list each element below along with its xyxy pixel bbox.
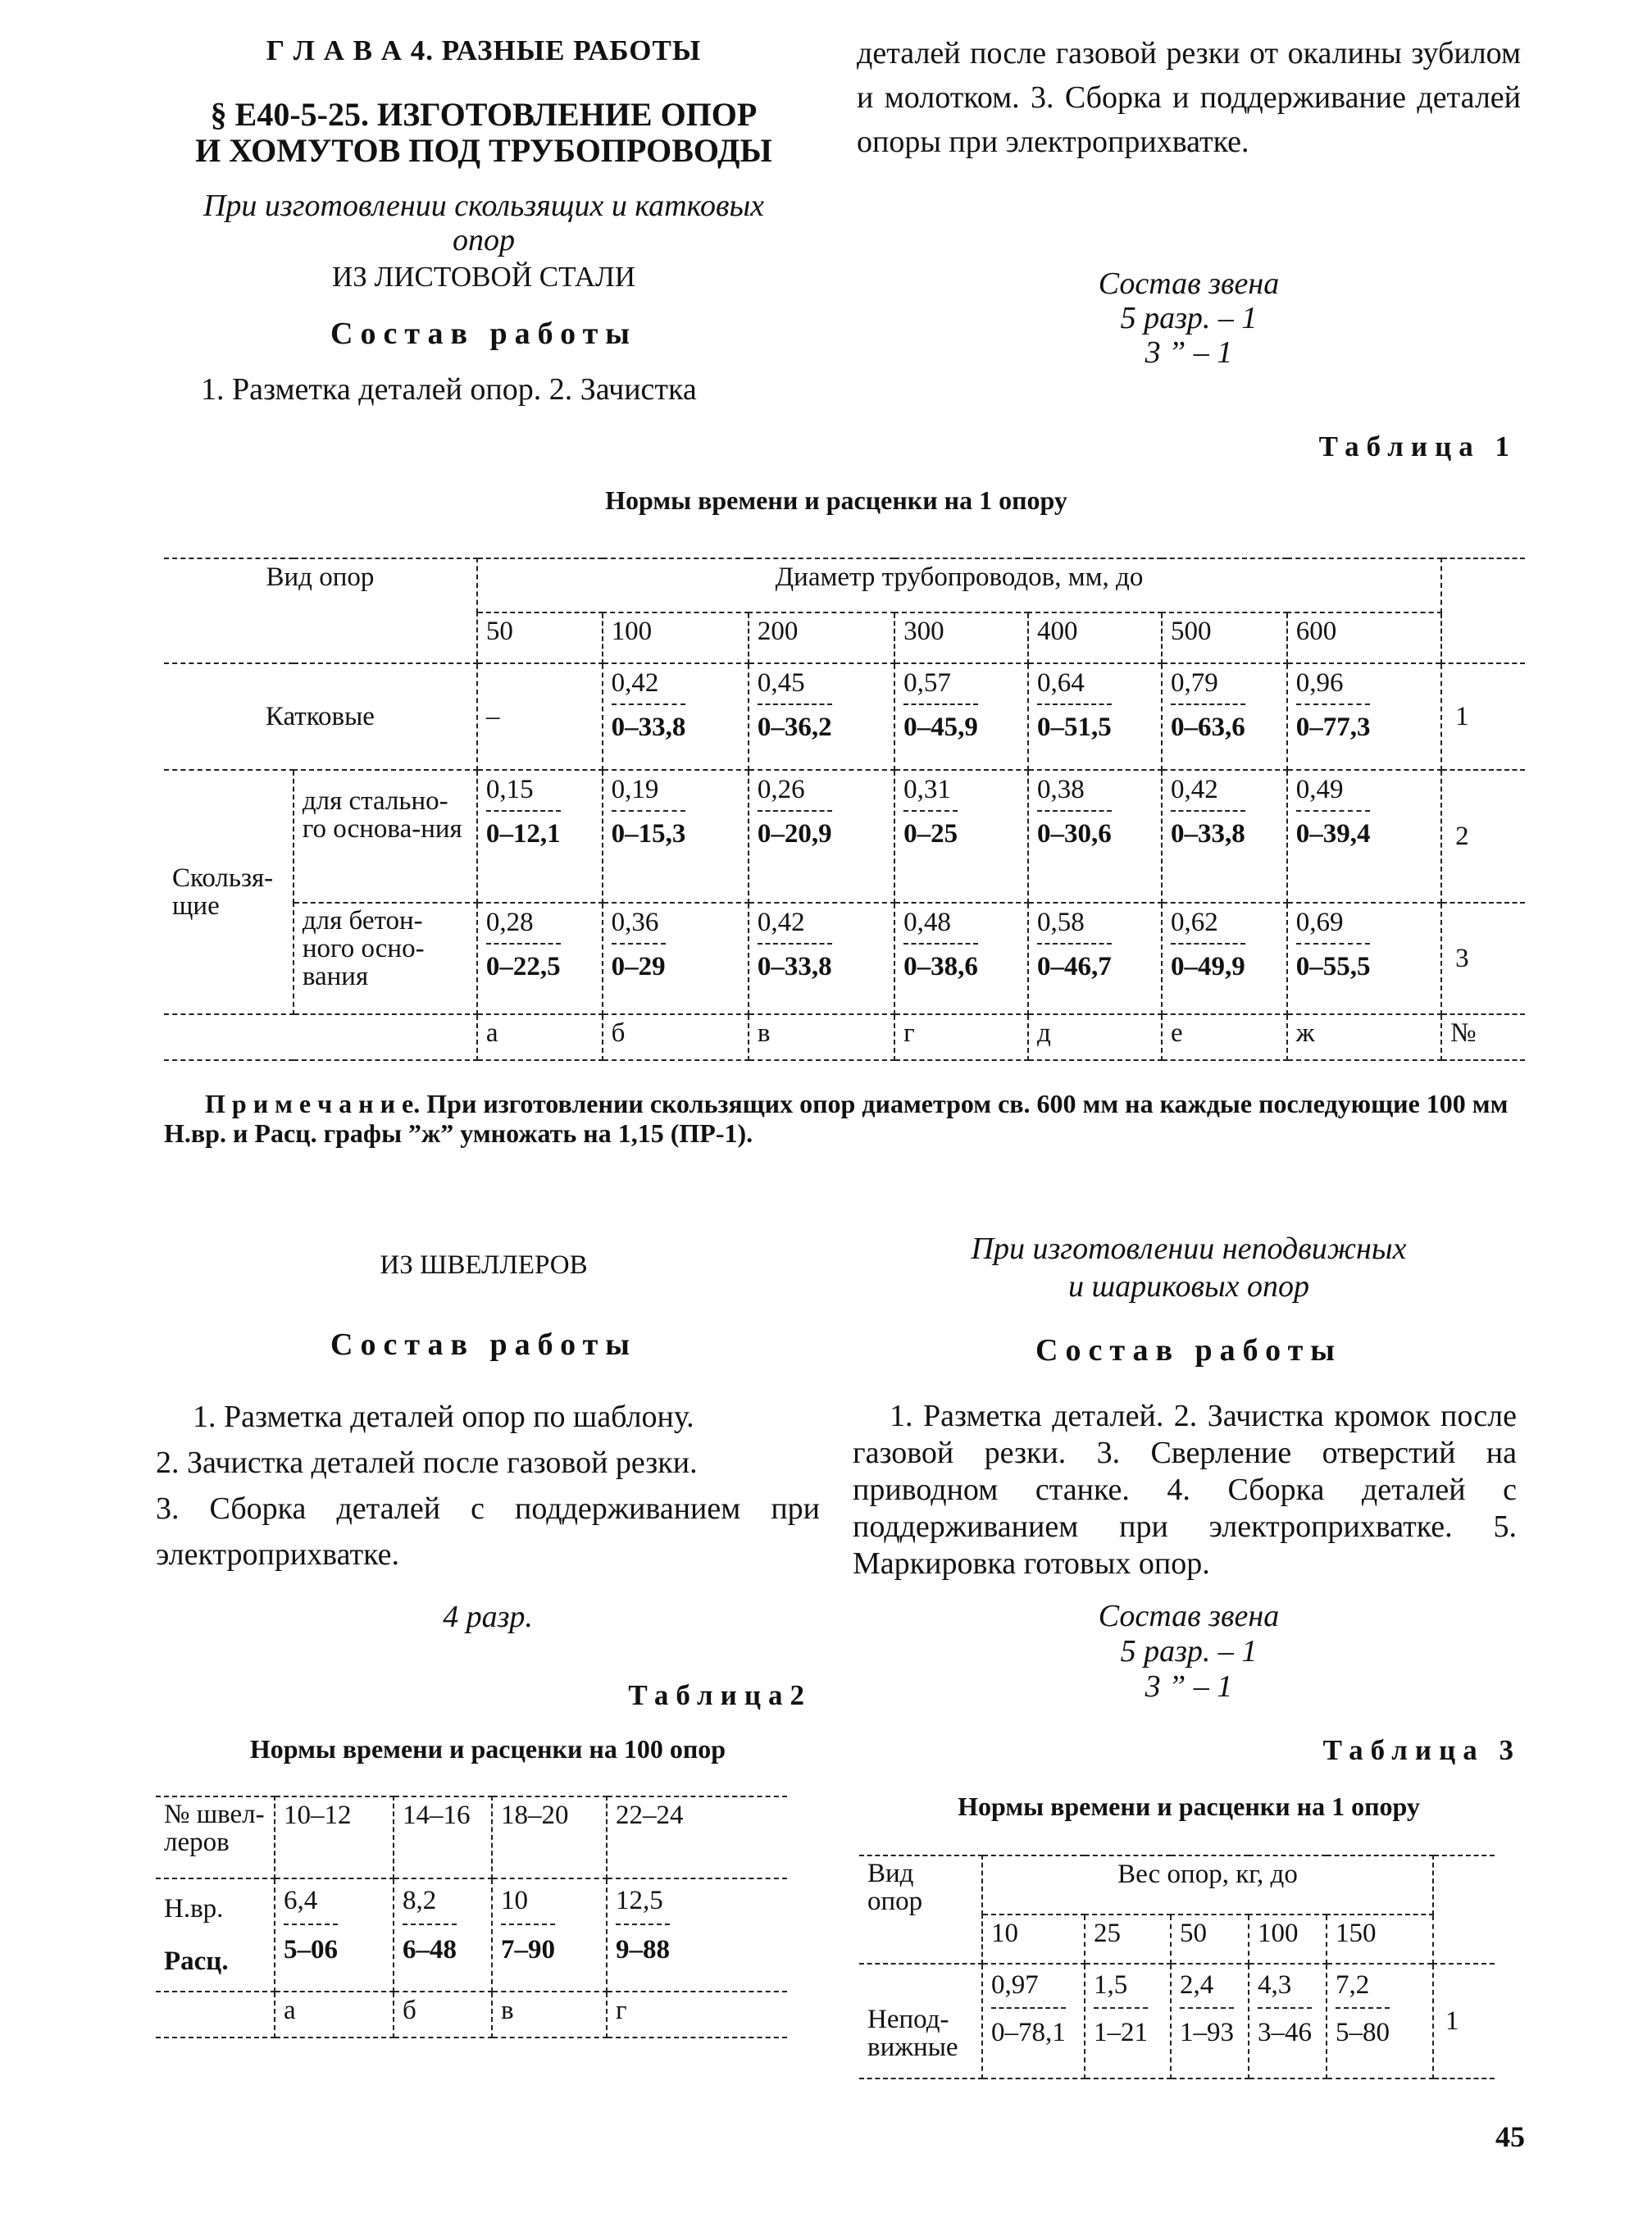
table3-weight: 10 — [982, 1915, 1085, 1964]
table1-row-label: для стально-го основа-ния — [294, 770, 477, 903]
crew-title: Состав звена — [1098, 1599, 1280, 1633]
crew-line1: 5 разр. – 1 — [1120, 1634, 1258, 1669]
part3-work-heading: Состав работы — [1035, 1333, 1342, 1368]
table1-cell: $\frac{0,58}{0-46,7}$ — [1028, 903, 1162, 1014]
table2-letter: г — [607, 1992, 787, 2037]
section-title — [148, 97, 820, 169]
part2-item: 3. Сборка деталей с поддерживанием при электроприхватке. — [156, 1491, 820, 1572]
table1-note — [164, 1089, 1525, 1148]
table1-cell: $\frac{0,69}{0-55,5}$ — [1287, 903, 1441, 1014]
table1-cell: $\frac{0,57}{0-45,9}$ — [894, 663, 1028, 770]
table3-weight: 150 — [1327, 1915, 1433, 1964]
crew-line1: 5 разр. – 1 — [1120, 301, 1258, 335]
table1-header-type: Вид опор — [164, 558, 477, 663]
table1-letter: д — [1028, 1014, 1162, 1060]
part1-subtitle-line1: При изготовлении скользящих и катковых — [203, 189, 765, 223]
table1-letter: ж — [1287, 1014, 1441, 1060]
table1-letter: е — [1162, 1014, 1287, 1060]
part3-crew — [1017, 1599, 1361, 1705]
table2-row-labels — [156, 1878, 275, 1992]
table1-diameter: 50 — [477, 612, 603, 663]
table1-cell: $\frac{0,79}{0-63,6}$ — [1162, 663, 1287, 770]
table1-letter: а — [477, 1014, 603, 1060]
table1-cell: $\frac{0,62}{0-49,9}$ — [1162, 903, 1287, 1014]
table1-caption: Нормы времени и расценки на 1 опору — [605, 485, 1067, 515]
table1-row-num: 3 — [1441, 903, 1525, 1014]
page-number: 45 — [1495, 2120, 1525, 2153]
table3-cell: $\frac{1,5}{1-21}$ — [1085, 1964, 1171, 2078]
table2-header-label: № швел-леров — [156, 1796, 275, 1878]
table1-letter-blank — [164, 1014, 477, 1060]
table1-cell: $\frac{0,19}{0-15,3}$ — [603, 770, 749, 903]
table1-cell: $\frac{0,38}{0-30,6}$ — [1028, 770, 1162, 903]
section-title-line2: И ХОМУТОВ ПОД ТРУБОПРОВОДЫ — [195, 132, 772, 169]
table3-weight: 25 — [1085, 1915, 1171, 1964]
table2-range: 10–12 — [275, 1796, 394, 1878]
part2-work-list — [156, 1394, 820, 1578]
note-lead: П р и м е ч а н и е. — [205, 1089, 421, 1118]
table1-cell: $\frac{0,15}{0-12,1}$ — [477, 770, 603, 903]
table2-label: Таблица2 — [628, 1679, 812, 1711]
part1-subtitle-line2: опор — [453, 223, 515, 257]
table1-cell: $\frac{0,48}{0-38,6}$ — [894, 903, 1028, 1014]
table1-cell: $\frac{0,42}{0-33,8}$ — [603, 663, 749, 770]
table2-rasc-label: Расц. — [164, 1946, 229, 1976]
part2-title: ИЗ ШВЕЛЛЕРОВ — [380, 1250, 588, 1280]
part3-subtitle-line2: и шариковых опор — [1067, 1269, 1310, 1304]
table1-cell: – — [477, 663, 603, 770]
table2-caption: Нормы времени и расценки на 100 опор — [249, 1734, 726, 1764]
table3-weight: 100 — [1249, 1915, 1327, 1964]
table2-letter-blank — [156, 1992, 275, 2037]
table2-cell: $\frac{10}{7-90}$ — [492, 1878, 607, 1992]
table3-cell: $\frac{0,97}{0-78,1}$ — [982, 1964, 1085, 2078]
crew-line2: 3 ” – 1 — [1145, 1669, 1233, 1704]
table3-caption: Нормы времени и расценки на 1 опору — [958, 1792, 1420, 1821]
table2-cell: $\frac{12,5}{9-88}$ — [607, 1878, 787, 1992]
table1-diameter: 600 — [1287, 612, 1441, 663]
table1-cell: $\frac{0,42}{0-33,8}$ — [1162, 770, 1287, 903]
table2-nvr-label: Н.вр. — [164, 1894, 224, 1924]
table3-header-blank — [1433, 1855, 1495, 1964]
table3-label: Таблица 3 — [1322, 1734, 1521, 1766]
part1-work-text-right: деталей после газовой резки от окалины зубилом и молотком. 3. Сборка и поддерживание деталей опоры при электроприхватке. — [857, 36, 1521, 159]
table1-cell: $\frac{0,64}{0-51,5}$ — [1028, 663, 1162, 770]
part1-work-heading: Состав работы — [330, 316, 637, 351]
table3-weight: 50 — [1171, 1915, 1249, 1964]
table1-diameter: 300 — [894, 612, 1028, 663]
table1-letter: б — [603, 1014, 749, 1060]
table2 — [156, 1796, 787, 2038]
table3-cell: $\frac{4,3}{3-46}$ — [1249, 1964, 1327, 2078]
table2-cell: $\frac{6,4}{5-06}$ — [275, 1878, 394, 1992]
table2-range: 18–20 — [492, 1796, 607, 1878]
part3-subtitle-line1: При изготовлении неподвижных — [971, 1232, 1407, 1266]
table1 — [164, 558, 1525, 1061]
table1-row-num: 2 — [1441, 770, 1525, 903]
table2-letter: а — [275, 1992, 394, 2037]
part1-crew — [1017, 266, 1361, 370]
part3-work-text: 1. Разметка деталей. 2. Зачистка кромок после газовой резки. 3. Сверление отверстий на приводном станке. 4. Сборка деталей с поддерживанием при электроприхватке. 5. Маркировка готовых опор. — [853, 1399, 1517, 1581]
table1-cell: $\frac{0,96}{0-77,3}$ — [1287, 663, 1441, 770]
part1-subtitle — [148, 189, 820, 257]
table2-cell: $\frac{8,2}{6-48}$ — [394, 1878, 492, 1992]
table3-cell: $\frac{2,4}{1-93}$ — [1171, 1964, 1249, 2078]
table1-row-num: 1 — [1441, 663, 1525, 770]
note-text: При изготовлении скользящих опор диаметром св. 600 мм на каждые последующие 100 мм Н.вр. и Расц. графы ”ж” умножать на 1,15 (ПР-1). — [164, 1089, 1509, 1148]
table3-row-label: Непод-вижные — [859, 1964, 982, 2078]
part2-item: 2. Зачистка деталей после газовой резки. — [156, 1446, 698, 1480]
table2-letter: в — [492, 1992, 607, 2037]
table2-range: 22–24 — [607, 1796, 787, 1878]
table1-cell: $\frac{0,49}{0-39,4}$ — [1287, 770, 1441, 903]
table1-cell: $\frac{0,45}{0-36,2}$ — [749, 663, 894, 770]
table1-diameter: 400 — [1028, 612, 1162, 663]
table1-row-label: для бетон-ного осно-вания — [294, 903, 477, 1014]
table1-num-header: № — [1441, 1014, 1525, 1060]
table3-header-weight: Вес опор, кг, до — [982, 1855, 1433, 1915]
table1-diameter: 100 — [603, 612, 749, 663]
part1-work-text-left: 1. Разметка деталей опор. 2. Зачистка — [201, 372, 697, 407]
part2-grade: 4 разр. — [443, 1600, 533, 1634]
table1-label: Таблица 1 — [1318, 430, 1517, 462]
table1-sliding-label: Скользя-щие — [164, 770, 294, 1014]
part2-item: 1. Разметка деталей опор по шаблону. — [193, 1400, 694, 1434]
table3-row-num: 1 — [1433, 1964, 1495, 2078]
table1-diameter: 500 — [1162, 612, 1287, 663]
table1-cell: $\frac{0,26}{0-20,9}$ — [749, 770, 894, 903]
table1-cell: $\frac{0,42}{0-33,8}$ — [749, 903, 894, 1014]
table2-range: 14–16 — [394, 1796, 492, 1878]
table3-header-type: Вид опор — [859, 1855, 982, 1964]
table1-header-diameter: Диаметр трубопроводов, мм, до — [477, 558, 1441, 612]
part3-subtitle — [853, 1230, 1525, 1305]
section-title-line1: § Е40-5-25. ИЗГОТОВЛЕНИЕ ОПОР — [210, 96, 758, 133]
part1-material: ИЗ ЛИСТОВОЙ СТАЛИ — [331, 261, 636, 293]
table3-cell: $\frac{7,2}{5-80}$ — [1327, 1964, 1433, 2078]
table1-letter: в — [749, 1014, 894, 1060]
crew-line2: 3 ” – 1 — [1145, 335, 1233, 370]
crew-title: Состав звена — [1098, 266, 1280, 301]
table1-diameter: 200 — [749, 612, 894, 663]
table1-cell: $\frac{0,31}{0-25}$ — [894, 770, 1028, 903]
table1-row-label: Катковые — [164, 663, 477, 770]
table1-letter: г — [894, 1014, 1028, 1060]
table1-cell: $\frac{0,28}{0-22,5}$ — [477, 903, 603, 1014]
chapter-title: Г Л А В А 4. РАЗНЫЕ РАБОТЫ — [266, 34, 702, 66]
table1-cell: $\frac{0,36}{0-29}$ — [603, 903, 749, 1014]
table2-letter: б — [394, 1992, 492, 2037]
part2-work-heading: Состав работы — [330, 1327, 637, 1362]
table1-header-blank — [1441, 558, 1525, 663]
table3 — [859, 1855, 1495, 2079]
